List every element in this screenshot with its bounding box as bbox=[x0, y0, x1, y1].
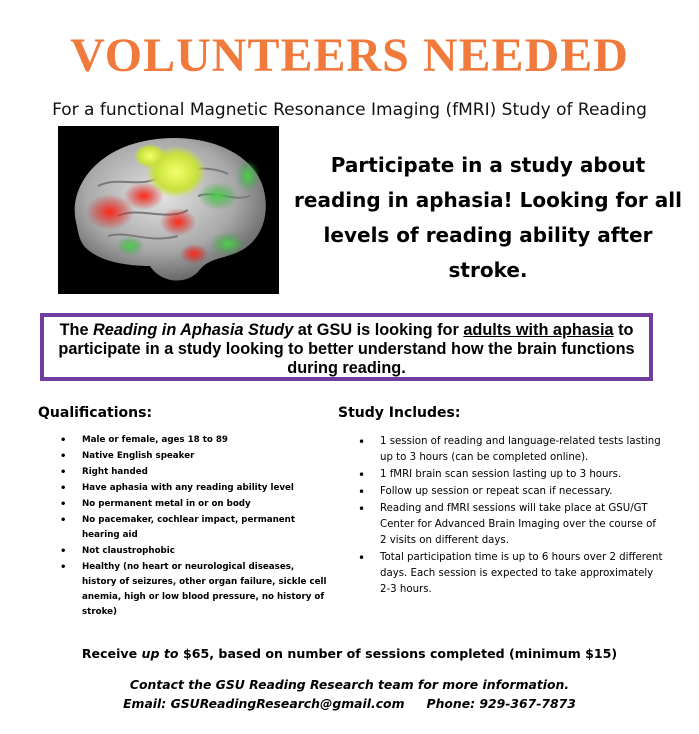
list-item: • Healthy (no heart or neurological diseases, history of seizures, other organ failure, sickle cell anemia, high or low blood pressure, no history of stroke) bbox=[60, 560, 330, 620]
brain-scan-image bbox=[58, 126, 279, 294]
qualifications-heading: Qualifications: bbox=[38, 405, 153, 421]
list-item: • Total participation time is up to 6 hours over 2 different days. Each session is expected to take approximately 2-3 hours. bbox=[358, 550, 663, 598]
list-item: • Follow up session or repeat scan if necessary. bbox=[358, 484, 663, 500]
list-item: • Have aphasia with any reading ability level bbox=[60, 481, 330, 496]
email-phone-line bbox=[0, 695, 699, 713]
box-text-part3: to participate in a study looking to better understand how the brain functions during reading. bbox=[58, 321, 635, 377]
compensation-post: $65, based on number of sessions completed (minimum $15) bbox=[178, 646, 618, 661]
callout-text: Participate in a study about reading in aphasia! Looking for all levels of reading ability after stroke. bbox=[294, 153, 682, 282]
compensation-emphasis: up to bbox=[141, 646, 179, 661]
study-description-box bbox=[40, 313, 653, 381]
study-name: Reading in Aphasia Study bbox=[93, 321, 294, 339]
email-label: Email: bbox=[123, 696, 167, 711]
compensation-pre: Receive bbox=[81, 646, 142, 661]
phone-number[interactable]: 929-367-7873 bbox=[479, 696, 576, 711]
list-item: • Native English speaker bbox=[60, 449, 330, 464]
list-item: • 1 session of reading and language-related tests lasting up to 3 hours (can be completed online). bbox=[358, 434, 663, 466]
box-text-part1: The bbox=[59, 321, 94, 339]
phone-label: Phone: bbox=[426, 696, 476, 711]
list-item: • Male or female, ages 18 to 89 bbox=[60, 433, 330, 448]
headline: VOLUNTEERS NEEDED bbox=[70, 29, 629, 82]
study-includes-heading: Study Includes: bbox=[338, 405, 461, 421]
list-item: • No permanent metal in or on body bbox=[60, 497, 330, 512]
email-address[interactable]: GSUReadingResearch@gmail.com bbox=[170, 696, 405, 711]
box-text-part2: at GSU is looking for bbox=[293, 321, 464, 339]
list-item: • No pacemaker, cochlear impact, permanent hearing aid bbox=[60, 513, 330, 543]
contact-line: Contact the GSU Reading Research team for more information. bbox=[129, 677, 570, 692]
qualifications-list bbox=[60, 433, 330, 621]
subtitle: For a functional Magnetic Resonance Imaging (fMRI) Study of Reading bbox=[52, 100, 647, 120]
list-item: • Not claustrophobic bbox=[60, 544, 330, 559]
list-item: • Reading and fMRI sessions will take place at GSU/GT Center for Advanced Brain Imaging over the course of 2 visits on different days. bbox=[358, 501, 663, 549]
study-includes-list bbox=[358, 434, 663, 599]
target-population: adults with aphasia bbox=[463, 321, 614, 339]
list-item: • Right handed bbox=[60, 465, 330, 480]
list-item: • 1 fMRI brain scan session lasting up to 3 hours. bbox=[358, 467, 663, 483]
compensation-line bbox=[0, 645, 699, 663]
